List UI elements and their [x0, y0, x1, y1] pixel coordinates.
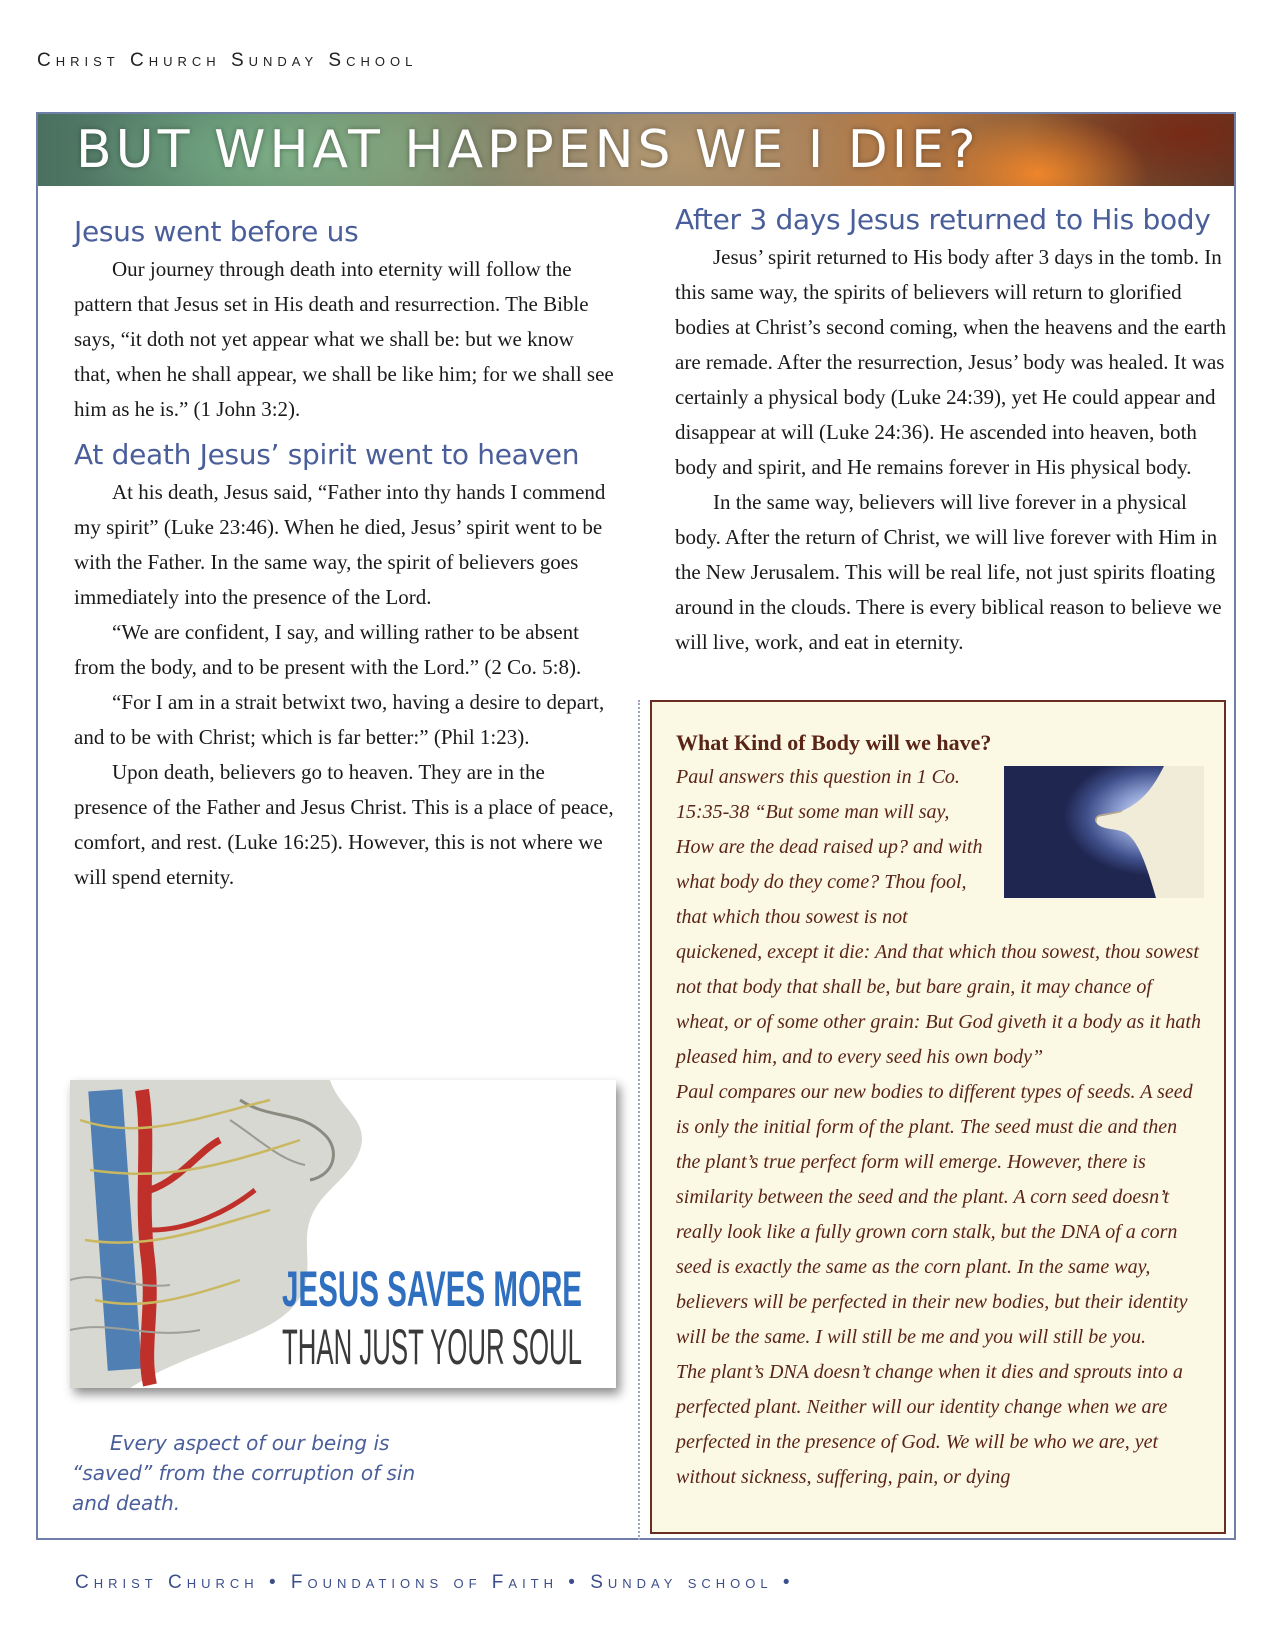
sidebar-paragraph: The plant’s DNA doesn’t change when it dies and sprouts into a perfected plant. Neither will our identity change when we are perfected in the presence of God. We will be who we are, yet without sickness, suffering, pain, or dying [676, 1361, 1183, 1488]
section-heading-returned-to-body: After 3 days Jesus returned to His body [675, 203, 1211, 236]
paragraph: Jesus’ spirit returned to His body after 3 days in the tomb. In this same way, the spirits of believers will return to glorified bodies at Christ’s second coming, when the heavens and the earth are remade. After the resurrection, Jesus’ body was healed. It was certainly a physical body (Luke 24:39), yet He could appear and disappear at will (Luke 24:36). He ascended into heaven, both body and spirit, and He remains forever in His physical body. [675, 245, 1227, 479]
section-heading-jesus-went-before: Jesus went before us [74, 215, 359, 248]
poster-line-2: THAN JUST YOUR SOUL [282, 1319, 582, 1375]
sidebar-heading: What Kind of Body will we have? [676, 730, 992, 755]
running-head: Christ Church Sunday School [37, 50, 418, 71]
jesus-saves-poster [70, 1080, 616, 1388]
right-column [675, 200, 1230, 660]
left-column [74, 212, 614, 895]
paragraph: At his death, Jesus said, “Father into thy hands I commend my spirit” (Luke 23:46). When he died, Jesus’ spirit went to be with the Father. In the same way, the spirit of believers goes immediately into the presence of the Lord. [74, 480, 606, 609]
poster-line-1: JESUS SAVES MORE [282, 1261, 582, 1317]
column-divider [638, 700, 640, 1540]
section-heading-death-spirit-heaven: At death Jesus’ spirit went to heaven [74, 438, 580, 471]
footer: Christ Church • Foundations of Faith • Sunday school • [75, 1572, 795, 1593]
sidebar-paragraph: Paul answers this question in 1 Co. 15:35-38 “But some man will say, How are the dead raised up? and with what body do they come? Thou fool, that which thou sowest is not quickened, except it die: And that which thou sowest, thou sowest not that body that shall be, but bare grain, it may chance of wheat, or of some other grain: But God giveth it a body as it hath pleased him, and to every seed his own body” [676, 766, 1201, 1068]
anatomy-illustration [70, 1080, 616, 1388]
paragraph: Our journey through death into eternity will follow the pattern that Jesus set in His death and resurrection. The Bible says, “it doth not yet appear what we shall be: but we know that, when he shall appear, we shall be like him; for we shall see him as he is.” (1 John 3:2). [74, 257, 614, 421]
poster-caption: Every aspect of our being is “saved” from the corruption of sin and death. [72, 1431, 416, 1515]
paragraph: In the same way, believers will live forever in a physical body. After the return of Christ, we will live forever with Him in the New Jerusalem. This will be real life, not just spirits floating around in the clouds. There is every biblical reason to believe we will live, work, and eat in eternity. [675, 490, 1222, 654]
title-banner [38, 114, 1234, 186]
hand-photo [1004, 766, 1204, 898]
page-title: BUT WHAT HAPPENS WE I DIE? [76, 120, 980, 180]
paragraph: “We are confident, I say, and willing rather to be absent from the body, and to be present with the Lord.” (2 Co. 5:8). [74, 620, 582, 679]
sidebar-box [650, 700, 1226, 1534]
sidebar-paragraph: Paul compares our new bodies to different types of seeds. A seed is only the initial form of the plant. The seed must die and then the plant’s true perfect form will emerge. However, there is similarity between the seed and the plant. A corn seed doesn’t really look like a fully grown corn stalk, but the DNA of a corn seed is exactly the same as the corn plant. In the same way, believers will be perfected in their new bodies, but their identity will be the same. I will still be me and you will still be you. [676, 1081, 1193, 1348]
paragraph: “For I am in a strait betwixt two, having a desire to depart, and to be with Christ; which is far better:” (Phil 1:23). [74, 690, 605, 749]
paragraph: Upon death, believers go to heaven. They are in the presence of the Father and Jesus Christ. This is a place of peace, comfort, and rest. (Luke 16:25). However, this is not where we will spend eternity. [74, 760, 614, 889]
reaching-hand-image [1004, 766, 1204, 898]
